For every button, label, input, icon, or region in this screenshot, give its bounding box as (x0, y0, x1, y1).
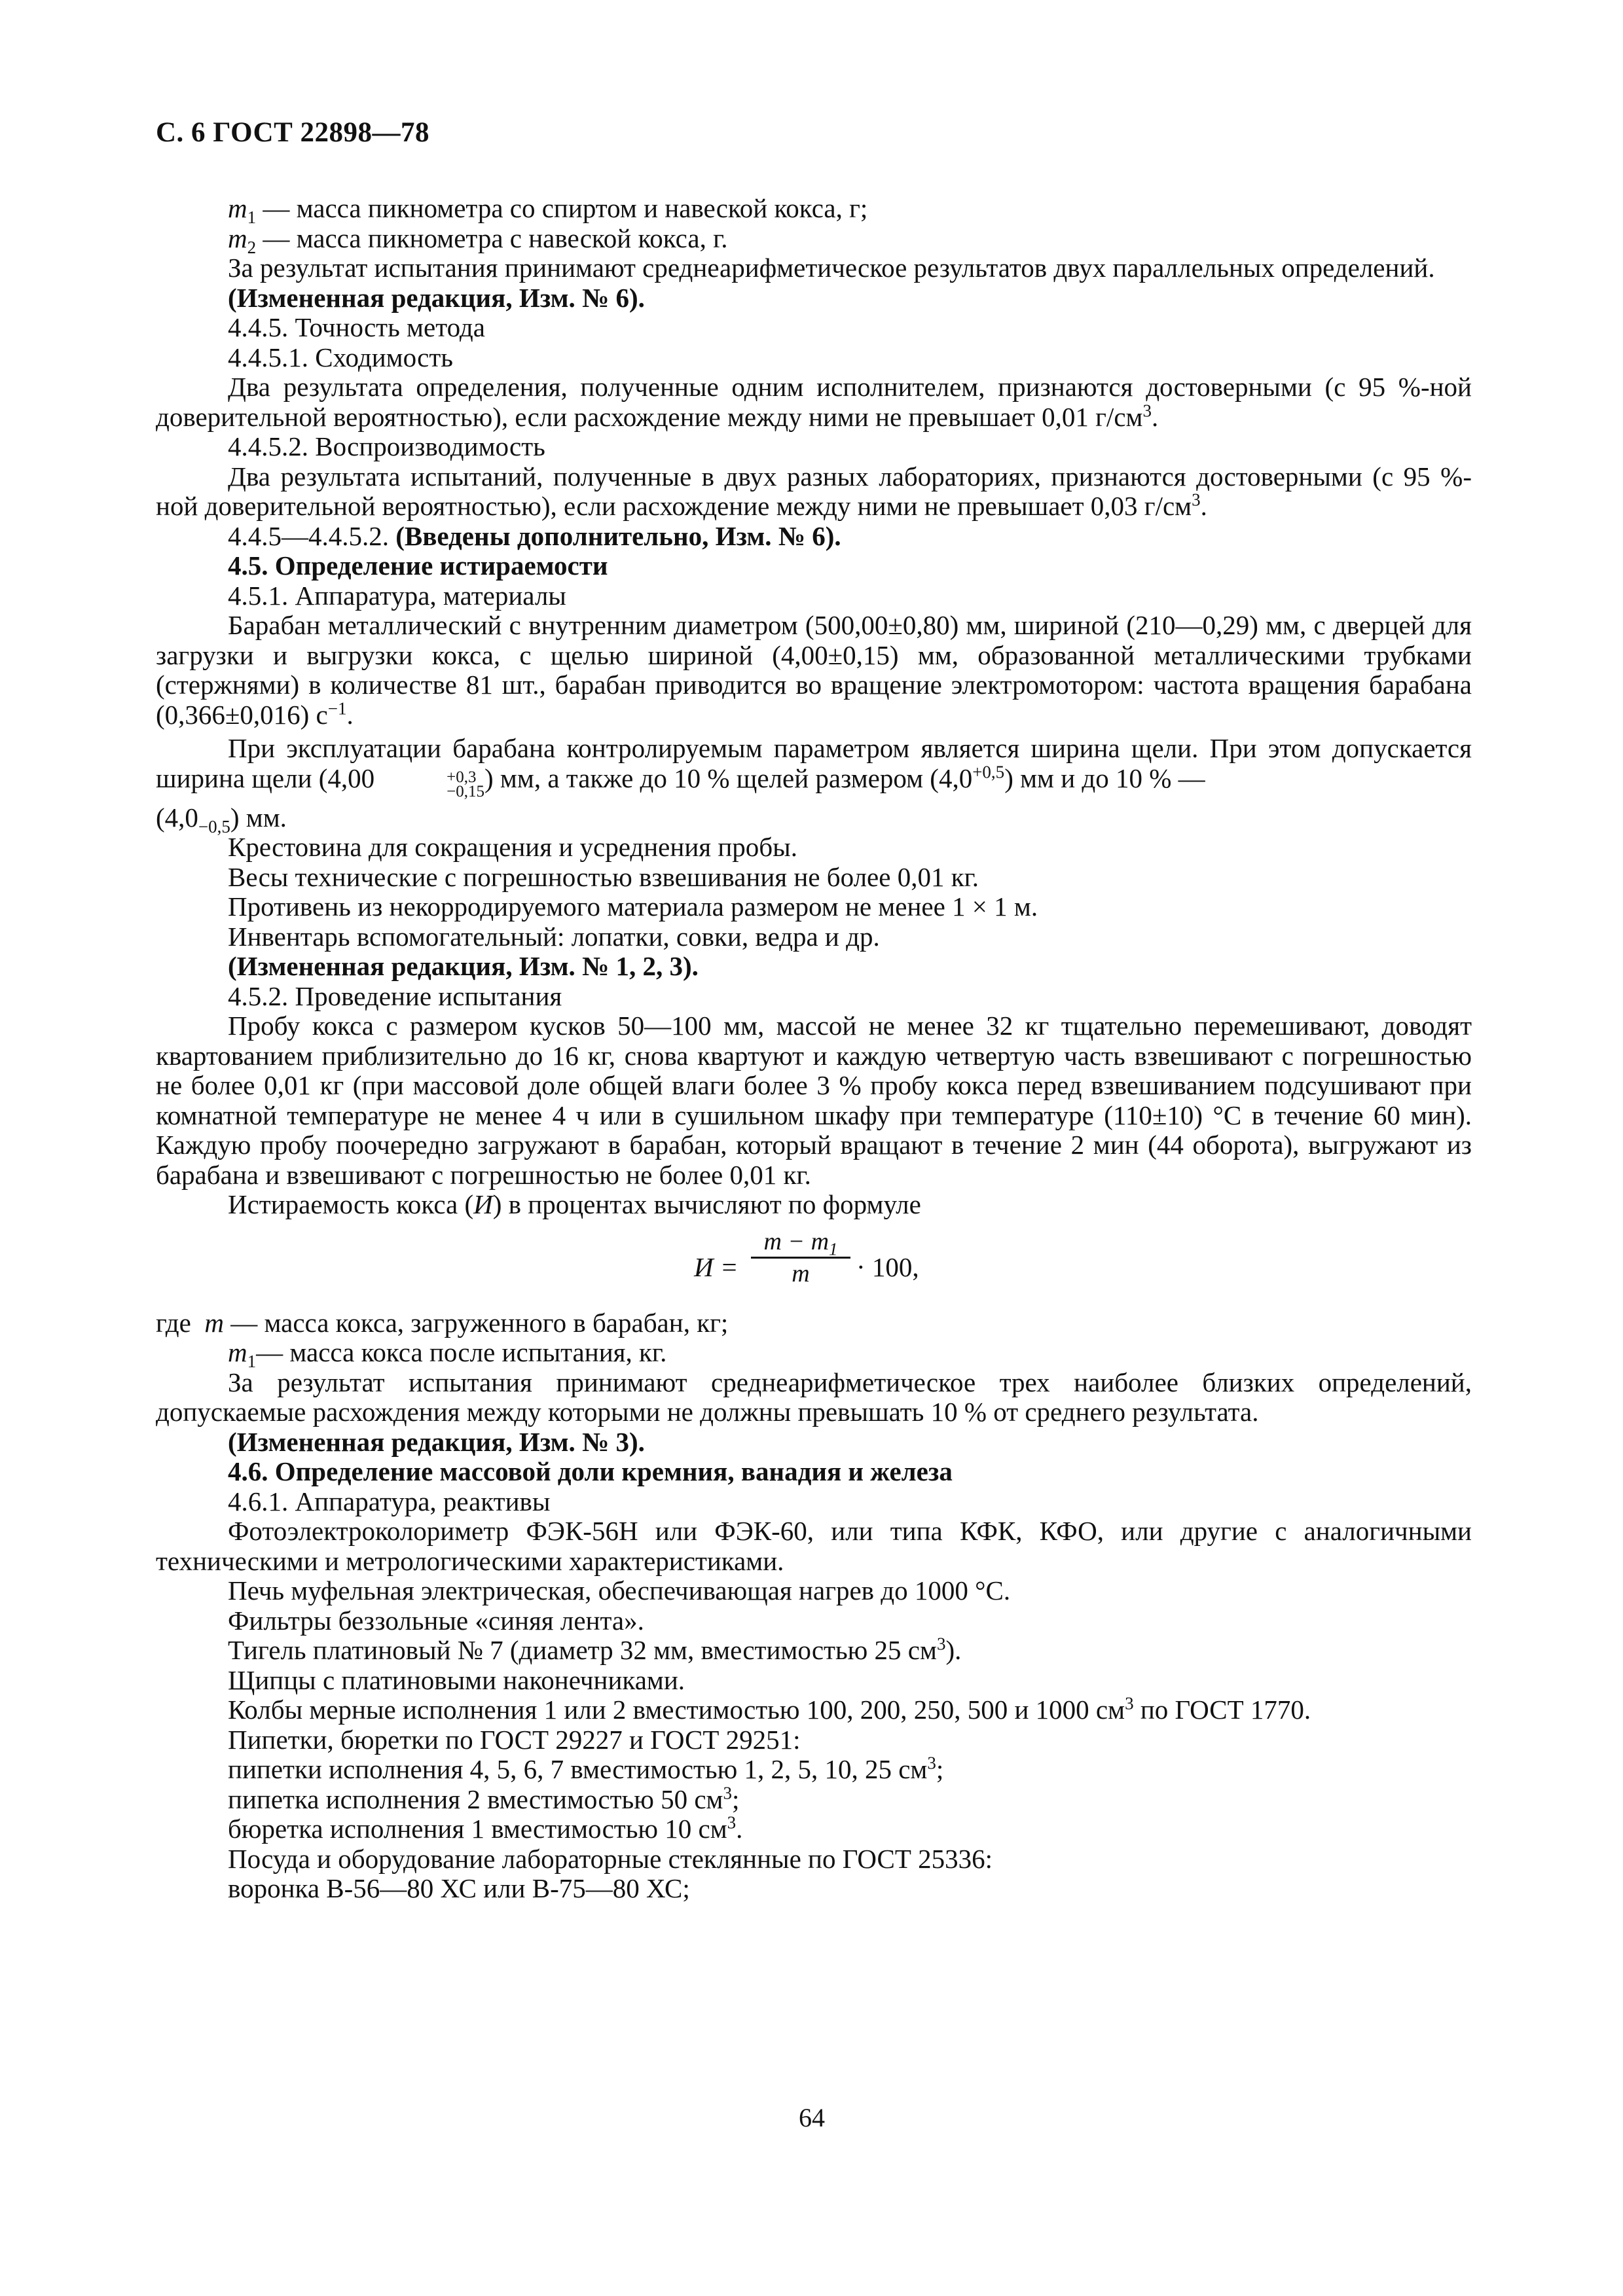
slot-paragraph-end (156, 802, 1472, 836)
page-number: 64 (799, 2103, 825, 2132)
formula-fraction (748, 1228, 853, 1287)
equipment-item: Противень из некорродируемого материала размером не менее 1 × 1 м. (228, 891, 1038, 922)
result2-paragraph: За результат испытания принимают среднеарифметическое трех наиболее близких определений, допускаемые расхождения между которыми не должны превышать 10 % от среднего результата. (156, 1367, 1472, 1427)
equipment-item: Инвентарь вспомогательный: лопатки, совки, ведра и др. (228, 921, 880, 952)
sub-1: 1 (247, 207, 257, 228)
pipettes-line: Пипетки, бюретки по ГОСТ 29227 и ГОСТ 29251: (228, 1724, 801, 1755)
burette-end: . (736, 1814, 743, 1844)
pipettes-item-2-end: ; (732, 1784, 740, 1814)
formula-intro (156, 1190, 1472, 1220)
test-procedure-paragraph: Пробу кокса с размером кусков 50—100 мм, массой не менее 32 кг тщательно перемешивают, доводят квартованием приблизительно до 16 кг, снова квартуют и каждую четвертую часть взвешивают с погрешностью не более 0,01 кг (при массовой доле общей влаги более 3 % пробу кокса перед взвешиванием подсушивают при комнатной температуре не менее 4 ч или в сушильном шкафу при температуре (110±10) °С в течение 60 мин). Каждую пробу поочередно загружают в барабан, который вращают в течение 2 мин (44 оборота), выгружают из барабана и взвешивают с погрешностью не более 0,01 кг. (156, 1011, 1472, 1190)
sub-1: 1 (247, 1352, 257, 1372)
slot-text-d: (4,0 (156, 802, 198, 833)
reproducibility-paragraph: Два результата испытаний, полученные в двух разных лабораториях, признаются достоверными (с 95 %-ной доверительной вероятностью), если расхождение между ними не превышает 0,03 $г/см^3$. (156, 461, 1472, 521)
pipettes-item-1-text: пипетки исполнения 4, 5, 6, 7 вместимостью 1, 2, 5, 10, 25 см (228, 1754, 928, 1784)
section-4-6-1: 4.6.1. Аппаратура, реактивы (228, 1486, 551, 1516)
flasks-text: Колбы мерные исполнения 1 или 2 вместимостью 100, 200, 250, 500 и 1000 см (228, 1695, 1125, 1725)
pipettes-item-1 (156, 1755, 1472, 1785)
formula-rhs: · 100, (856, 1251, 919, 1282)
sup-3: 3 (1142, 400, 1152, 420)
where-m-definition (156, 1308, 1472, 1338)
var-m: m (228, 1337, 247, 1367)
slot-text-a: При эксплуатации барабана контролируемым параметром является ширина щели. При этом допускается ширина щели (4,00 (156, 733, 1472, 793)
tolerance-sup-2: +0,5 (972, 761, 1005, 781)
tolerance-upper: +0,3 (447, 768, 477, 786)
crucible-end: ). (945, 1635, 962, 1665)
slot-paragraph (156, 734, 1472, 799)
drum-unit-exponent: −1 (327, 698, 347, 718)
sup-3: 3 (1125, 1693, 1134, 1713)
section-4-6-title: 4.6. Определение массовой доли кремния, ванадия и железа (228, 1456, 953, 1486)
where-m1-def: — масса кокса после испытания, кг. (256, 1337, 667, 1367)
section-4-4-5-1: 4.4.5.1. Сходимость (228, 342, 453, 372)
var-m: m (228, 193, 247, 223)
sup-3: 3 (936, 1634, 946, 1654)
var-m: m (228, 223, 247, 253)
furnace-line: Печь муфельная электрическая, обеспечивающая нагрев до 1000 °С. (228, 1575, 1011, 1605)
edition-note-3: (Измененная редакция, Изм. № 3). (228, 1426, 645, 1457)
pipettes-item-2 (156, 1782, 1472, 1815)
filters-line: Фильтры беззольные «синяя лента». (228, 1605, 644, 1636)
m2-def-text: — масса пикнометра с навеской кокса, г. (263, 223, 728, 253)
drum-paragraph: Барабан металлический с внутренним диаметром (500,00±0,80) мм, шириной (210—0,29) мм, с дверцей для загрузки и выгрузки кокса, с щелью шириной (4,00±0,15) мм, образованной металлическими трубками (стержнями) в количестве 81 шт., барабан приводится во вращение электромотором: частота вращения барабана (0,366±0,016) $с^{-1}$. (156, 610, 1472, 730)
pipettes-item-1-end: ; (936, 1754, 944, 1784)
where-word: где (156, 1307, 191, 1338)
section-4-5-title: 4.5. Определение истираемости (228, 550, 608, 581)
slot-text-b: ) мм, а также до 10 % щелей размером (4,0 (484, 762, 973, 793)
result-paragraph: За результат испытания принимают среднеарифметическое результатов двух параллельных определений. (228, 253, 1435, 283)
glassware-line: Посуда и оборудование лабораторные стеклянные по ГОСТ 25336: (228, 1843, 993, 1874)
edition-note-6: (Измененная редакция, Изм. № 6). (228, 282, 645, 313)
burette-item (156, 1814, 1472, 1844)
reproducibility-text: Два результата испытаний, полученные в двух разных лабораториях, признаются достоверными (с 95 %-ной доверительной вероятностью), если расхождение между ними не превышает 0,03 г/см (156, 461, 1472, 521)
pipettes-item-2-text: пипетка исполнения 2 вместимостью 50 см (228, 1784, 723, 1814)
tongs-line: Щипцы с платиновыми наконечниками. (228, 1664, 685, 1695)
convergence-text: Два результата определения, полученные одним исполнителем, признаются достоверными (с 95 %-ной доверительной вероятностью), если расхождение между ними не превышает 0,01 г/см (156, 372, 1472, 432)
page-header: С. 6 ГОСТ 22898—78 (156, 117, 430, 148)
convergence-paragraph: Два результата определения, полученные одним исполнителем, признаются достоверными (с 95 %-ной доверительной вероятностью), если расхождение между ними не превышает 0,01 $г/см^3$. (156, 372, 1472, 432)
sup-3: 3 (927, 1753, 936, 1773)
photocolorimeter-paragraph: Фотоэлектроколориметр ФЭК-56Н или ФЭК-60, или типа КФК, КФО, или другие с аналогичными техническими и метрологическими характеристиками. (156, 1516, 1472, 1576)
flasks-end: по ГОСТ 1770. (1133, 1695, 1311, 1725)
numerator-sub: 1 (829, 1239, 838, 1259)
sup-3: 3 (1192, 490, 1201, 510)
sup-3: 3 (723, 1782, 732, 1803)
m1-def-text: — масса пикнометра со спиртом и навеской кокса, г; (263, 193, 868, 223)
section-4-5-1: 4.5.1. Аппаратура, материалы (228, 580, 566, 611)
flasks-line (156, 1695, 1472, 1725)
where-m1-definition (156, 1337, 1472, 1372)
slot-text-e: ) мм. (230, 802, 287, 833)
where-var-m: m (204, 1307, 224, 1338)
edition-note-123: (Измененная редакция, Изм. № 1, 2, 3). (228, 951, 699, 981)
equipment-item: Крестовина для сокращения и усреднения пробы. (228, 832, 797, 862)
slot-text-c: ) мм и до 10 % — (1004, 762, 1205, 793)
crucible-text: Тигель платиновый № 7 (диаметр 32 мм, вместимостью 25 см (228, 1635, 937, 1665)
formula-intro-b: ) в процентах вычисляют по формуле (492, 1189, 921, 1219)
drum-text: Барабан металлический с внутренним диаметром (500,00±0,80) мм, шириной (210—0,29) мм, с дверцей для загрузки и выгрузки кокса, с щелью шириной (4,00±0,15) мм, образованной металлическими трубками (стержнями) в количестве 81 шт., барабан приводится во вращение электромотором: частота вращения барабана (0,366±0,016) с (156, 610, 1472, 730)
numerator-text: m − m (763, 1227, 830, 1255)
funnel-line: воронка В-56—80 ХС или В-75—80 ХС; (228, 1873, 690, 1903)
m2-definition (156, 223, 1472, 257)
where-m-def: — масса кокса, загруженного в барабан, кг; (230, 1307, 729, 1338)
tolerance-lower: −0,15 (447, 782, 485, 800)
formula-intro-var: И (473, 1189, 493, 1219)
section-4-4-5: 4.4.5. Точность метода (228, 312, 485, 342)
document-body (156, 194, 1472, 1904)
tolerance-sub-2: −0,5 (198, 816, 230, 836)
sub-2: 2 (247, 237, 257, 257)
intro-note (156, 522, 1472, 552)
equipment-item: Весы технические с погрешностью взвешивания не более 0,01 кг. (228, 861, 979, 892)
formula-numerator (748, 1227, 853, 1259)
formula-denominator: m (792, 1259, 810, 1287)
burette-text: бюретка исполнения 1 вместимостью 10 см (228, 1814, 727, 1844)
abrasion-formula (156, 1220, 1472, 1308)
crucible-line (156, 1636, 1472, 1666)
formula-lhs: И = (694, 1251, 739, 1282)
intro-range: 4.4.5—4.4.5.2. (228, 520, 389, 551)
tolerance-stack (374, 770, 484, 799)
intro-note-bold: (Введены дополнительно, Изм. № 6). (395, 520, 841, 551)
formula-intro-a: Истираемость кокса ( (228, 1189, 474, 1219)
m1-definition (156, 193, 1472, 228)
section-4-4-5-2: 4.4.5.2. Воспроизводимость (228, 431, 545, 461)
sup-3: 3 (727, 1812, 737, 1833)
section-4-5-2: 4.5.2. Проведение испытания (228, 980, 562, 1011)
